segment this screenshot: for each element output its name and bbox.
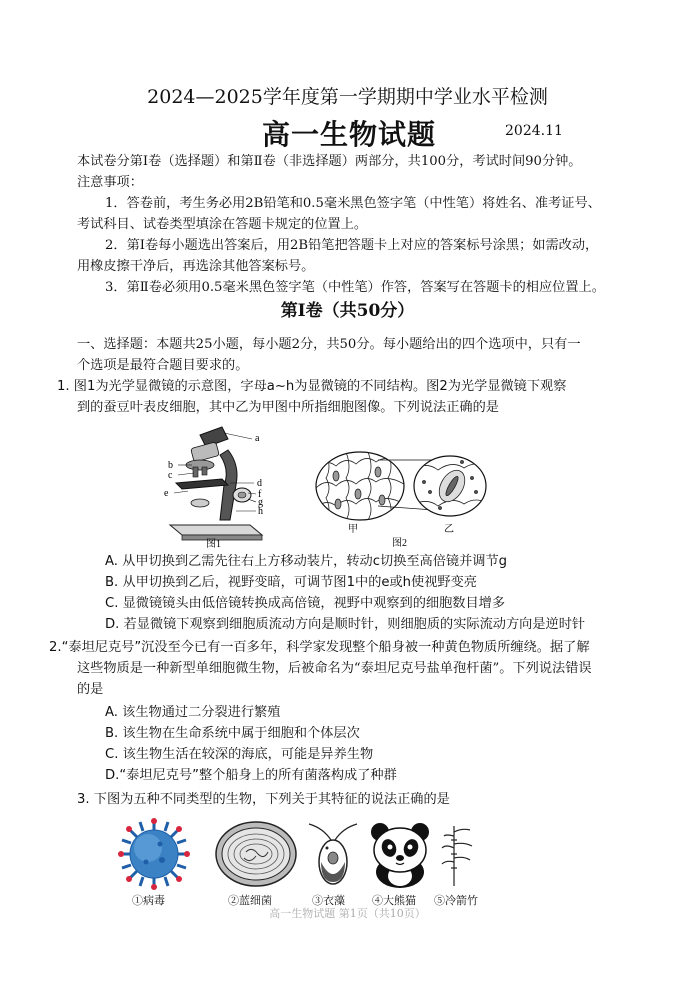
- section-desc-2: 个选项是最符合题目要求的。: [77, 358, 249, 373]
- q1-option-c: C. 显微镜镜头由低倍镜转换成高倍镜，视野中观察到的细胞数目增多: [105, 596, 506, 611]
- q2-option-a: A. 该生物通过二分裂进行繁殖: [105, 705, 281, 720]
- chlamydomonas-icon: [303, 818, 363, 890]
- exam-title: 高一生物试题: [262, 118, 437, 151]
- exam-title-line1: 2024—2025学年度第一学期期中学业水平检测: [147, 86, 548, 108]
- bamboo-icon: [440, 822, 474, 888]
- q2-stem-1: 2.“泰坦尼克号”沉没至今已有一百多年，科学家发现整个船身被一种黄色物质所缠绕。据了解: [49, 640, 590, 655]
- q2-stem-2: 这些物质是一种新型单细胞微生物，后被命名为“泰坦尼克号盐单孢杆菌”。下列说法错误: [77, 661, 592, 676]
- label-h: h: [258, 506, 263, 517]
- microscope-stage: [176, 479, 228, 489]
- q3-label-cyanobacteria: ②蓝细菌: [228, 894, 272, 907]
- notice-1b: 考试科目、试卷类型填涂在答题卡规定的位置上。: [77, 217, 368, 232]
- notice-1a: 1．答卷前，考生务必用2B铅笔和0.5毫米黑色签字笔（中性笔）将姓名、准考证号、: [105, 196, 601, 211]
- q3-label-chlamydomonas: ③衣藻: [312, 894, 345, 907]
- virus-icon: [118, 818, 190, 890]
- q3-stem: 3. 下图为五种不同类型的生物，下列关于其特征的说法正确的是: [77, 792, 450, 807]
- microscope-base: [170, 525, 262, 535]
- section-desc-1: 一、选择题：本题共25小题，每小题2分，共50分。每小题给出的四个选项中，只有一: [77, 337, 581, 352]
- label-d: d: [257, 478, 262, 489]
- panda-icon: [368, 820, 432, 890]
- notice-3: 3．第Ⅱ卷必须用0.5毫米黑色签字笔（中性笔）作答，答案写在答题卡的相应位置上。: [105, 280, 605, 295]
- notice-title: 注意事项：: [77, 175, 143, 190]
- q1-option-b: B. 从甲切换到乙后，视野变暗，可调节图1中的e或h使视野变亮: [105, 575, 477, 590]
- notice-2a: 2．第Ⅰ卷每小题选出答案后，用2B铅笔把答题卡上对应的答案标号涂黑；如需改动，: [105, 238, 599, 253]
- fig2-label-jia: 甲: [348, 524, 358, 535]
- q2-option-b: B. 该生物在生命系统中属于细胞和个体层次: [105, 726, 360, 741]
- q3-label-bamboo: ⑤冷箭竹: [434, 894, 478, 907]
- notice-2b: 用橡皮擦干净后，再选涂其他答案标号。: [77, 259, 315, 274]
- intro-line: 本试卷分第Ⅰ卷（选择题）和第Ⅱ卷（非选择题）两部分，共100分，考试时间90分钟。: [77, 154, 582, 169]
- microscope-figure: [160, 425, 272, 548]
- q3-label-panda: ④大熊猫: [372, 894, 416, 907]
- label-b: b: [168, 460, 173, 471]
- cyanobacteria-icon: [214, 820, 298, 888]
- label-e: e: [164, 488, 169, 499]
- q3-label-virus: ①病毒: [132, 894, 165, 907]
- leaf-cells-figure: [312, 448, 492, 548]
- q1-option-a: A. 从甲切换到乙需先往右上方移动装片，转动c切换至高倍镜并调节g: [105, 554, 508, 569]
- q1-stem-1: 1. 图1为光学显微镜的示意图，字母a~h为显微镜的不同结构。图2为光学显微镜下观察: [57, 379, 567, 394]
- exam-date: 2024.11: [505, 123, 563, 139]
- label-a: a: [255, 433, 260, 444]
- q2-stem-3: 的是: [77, 682, 104, 697]
- q1-option-d: D. 若显微镜下观察到细胞质流动方向是顺时针，则细胞质的实际流动方向是逆时针: [105, 617, 586, 632]
- fig1-caption: 图1: [206, 539, 221, 548]
- label-c: c: [168, 470, 173, 481]
- q2-option-c: C. 该生物生活在较深的海底，可能是异养生物: [105, 747, 374, 762]
- page-footer: 高一生物试题 第1页（共10页）: [269, 907, 426, 920]
- q1-stem-2: 到的蚕豆叶表皮细胞，其中乙为甲图中所指细胞图像。下列说法正确的是: [77, 400, 499, 415]
- fig2-label-yi: 乙: [444, 524, 454, 535]
- fig2-caption: 图2: [392, 538, 407, 548]
- label-f: f: [258, 489, 262, 500]
- label-g: g: [258, 497, 263, 508]
- section-title: 第Ⅰ卷（共50分）: [280, 301, 415, 321]
- q2-option-d: D.“泰坦尼克号”整个船身上的所有菌落构成了种群: [105, 768, 397, 783]
